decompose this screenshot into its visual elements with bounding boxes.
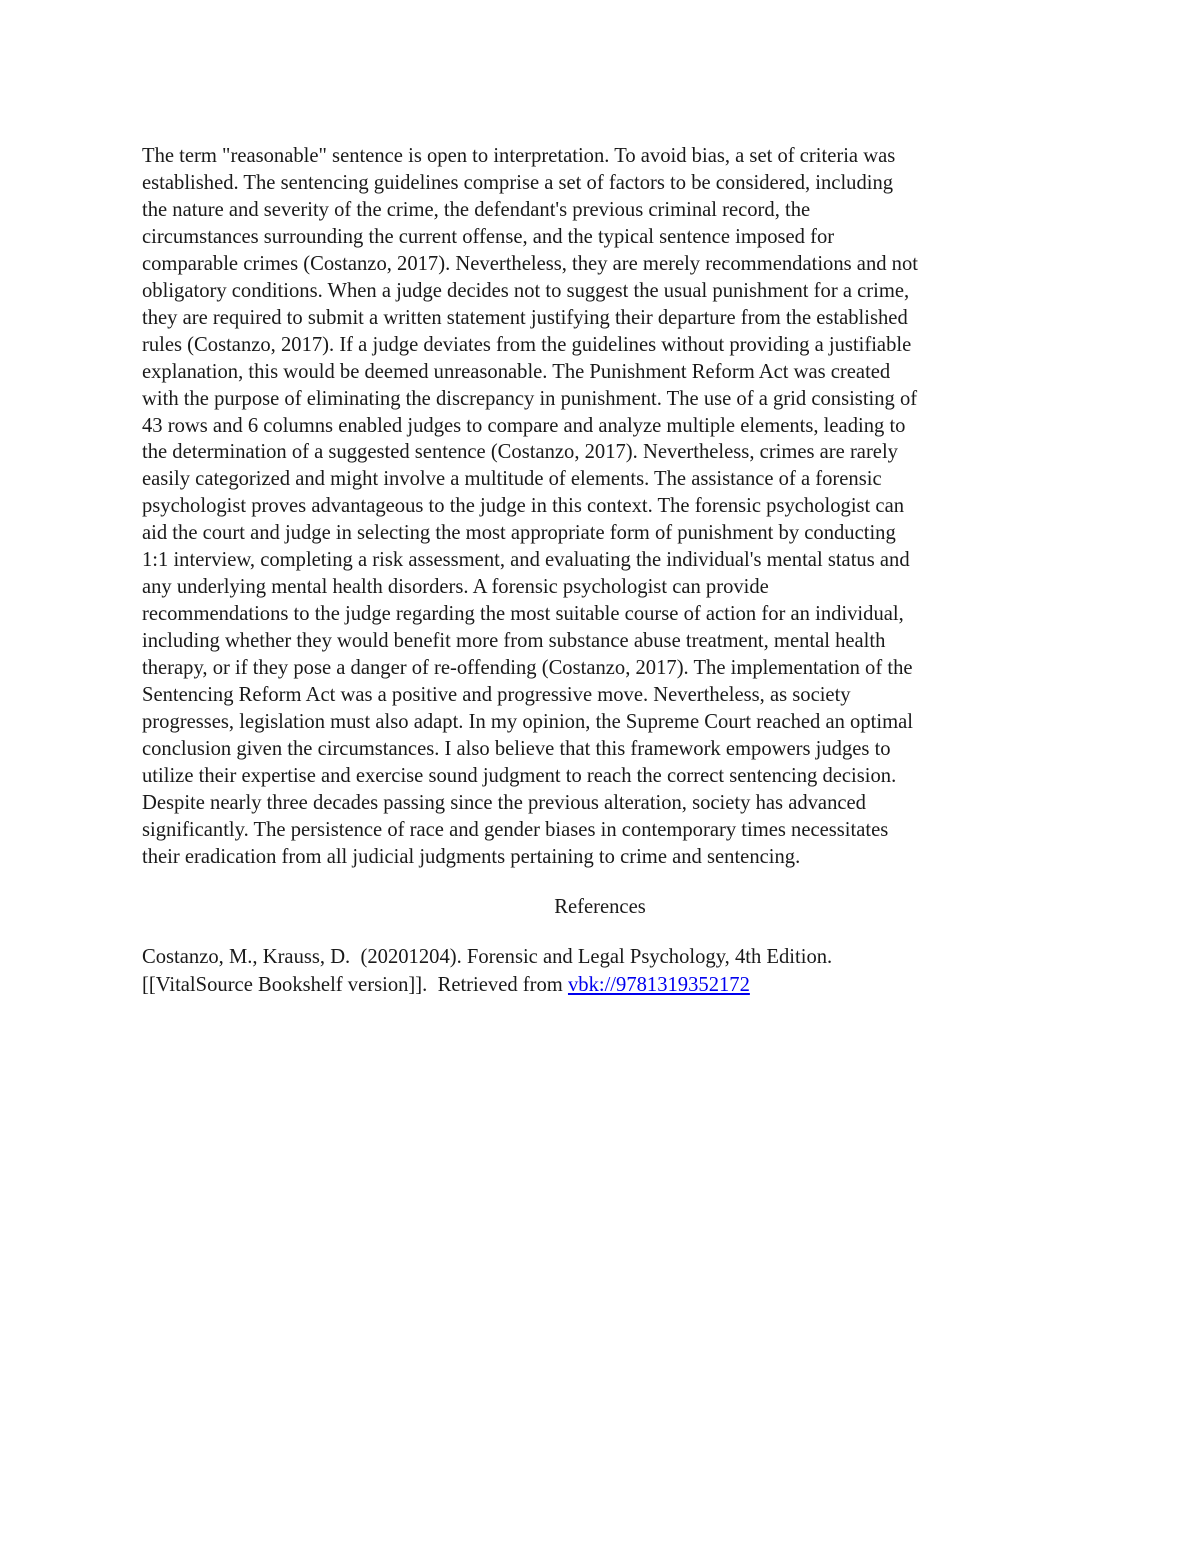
reference-entry	[142, 943, 1062, 999]
references-heading: References	[554, 895, 646, 918]
reference-retrieved-text: [[VitalSource Bookshelf version]]. Retrieved from	[142, 973, 568, 996]
body-paragraph: The term "reasonable" sentence is open to interpretation. To avoid bias, a set of criteria was established. The sentencing guidelines comprise a set of factors to be considered, including the nature and severity of the crime, the defendant's previous criminal record, the circumstances surrounding the current offense, and the typical sentence imposed for comparable crimes (Costanzo, 2017). Nevertheless, they are merely recommendations and not obligatory conditions. When a judge decides not to suggest the usual punishment for a crime, they are required to submit a written statement justifying their departure from the established rules (Costanzo, 2017). If a judge deviates from the guidelines without providing a justifiable explanation, this would be deemed unreasonable. The Punishment Reform Act was created with the purpose of eliminating the discrepancy in punishment. The use of a grid consisting of 43 rows and 6 columns enabled judges to compare and analyze multiple elements, leading to the determination of a suggested sentence (Costanzo, 2017). Nevertheless, crimes are rarely easily categorized and might involve a multitude of elements. The assistance of a forensic psychologist proves advantageous to the judge in this context. The forensic psychologist can aid the court and judge in selecting the most appropriate form of punishment by conducting 1:1 interview, completing a risk assessment, and evaluating the individual's mental status and any underlying mental health disorders. A forensic psychologist can provide recommendations to the judge regarding the most suitable course of action for an individual, including whether they would benefit more from substance abuse treatment, mental health therapy, or if they pose a danger of re-offending (Costanzo, 2017). The implementation of the Sentencing Reform Act was a positive and progressive move. Nevertheless, as society progresses, legislation must also adapt. In my opinion, the Supreme Court reached an optimal conclusion given the circumstances. I also believe that this framework empowers judges to utilize their expertise and exercise sound judgment to reach the correct sentencing decision. Despite nearly three decades passing since the previous alteration, society has advanced significantly. The persistence of race and gender biases in contemporary times necessitates their eradication from all judicial judgments pertaining to crime and sentencing.	[142, 145, 918, 868]
document-content	[142, 143, 1062, 999]
reference-line-1: Costanzo, M., Krauss, D. (20201204). Forensic and Legal Psychology, 4th Edition.	[142, 945, 833, 968]
reference-link[interactable]: vbk://9781319352172	[567, 973, 750, 996]
reference-line-2	[142, 971, 1062, 999]
